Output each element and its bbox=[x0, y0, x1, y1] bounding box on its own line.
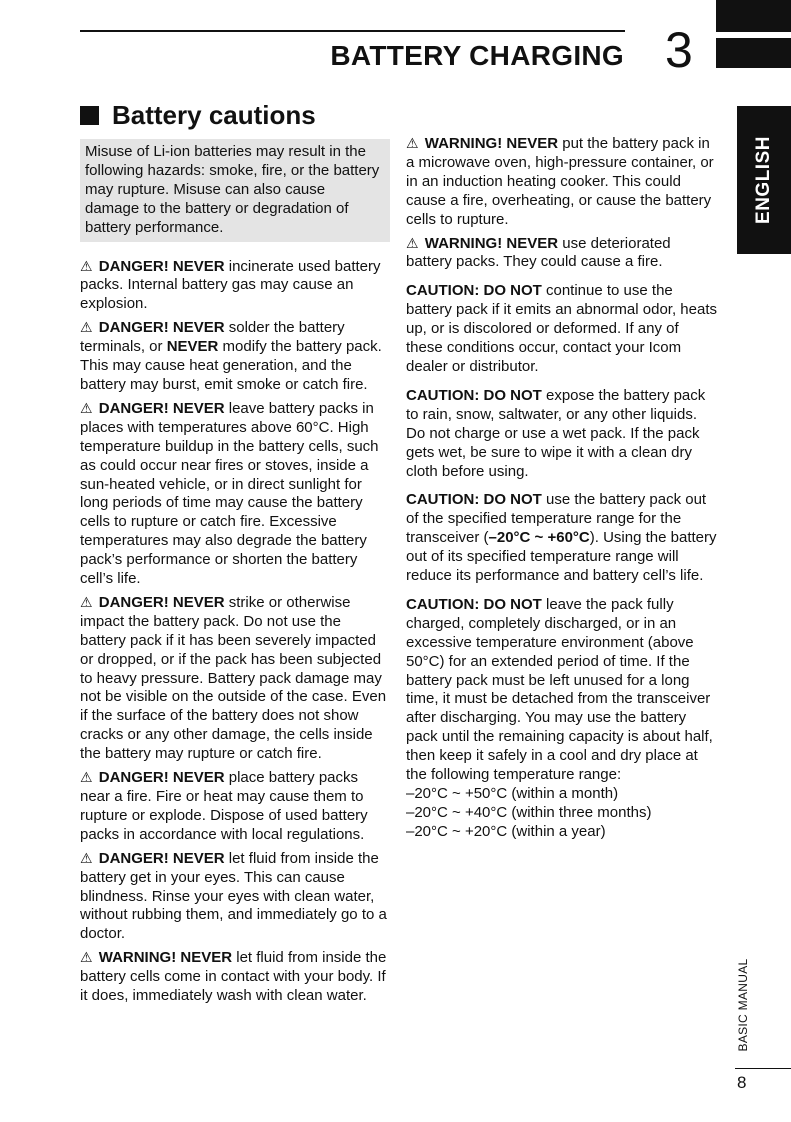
section-heading bbox=[80, 100, 316, 131]
caution-text: leave the pack fully charged, completely discharged, or in an excessive temperature environment (above 50°C) for an extended period of time. If the battery pack must be left unused for a long time, it must be detached from the transceiver after discharging. You may use the battery pack until the remaining capacity is about half, then keep it safely in a cool and dry place at the following temperature range: bbox=[406, 595, 713, 784]
caution-item bbox=[80, 318, 390, 395]
chapter-number: 3 bbox=[665, 22, 693, 78]
caution-label: CAUTION: DO NOT bbox=[406, 282, 542, 300]
caution-item bbox=[406, 491, 718, 586]
caution-item bbox=[406, 387, 718, 482]
warning-triangle-icon: ⚠ bbox=[80, 593, 93, 610]
warning-triangle-icon: ⚠ bbox=[80, 257, 93, 274]
header-rule bbox=[80, 30, 625, 32]
caution-label: DANGER! NEVER bbox=[98, 769, 225, 787]
caution-item bbox=[80, 257, 390, 315]
warning-item bbox=[406, 234, 718, 273]
warning-triangle-icon: ⚠ bbox=[80, 399, 93, 416]
warning-text: put the battery pack in a microwave oven, high-pressure container, or in an induction heating cooker. This could cause a fire, overheating, or cause the battery cells to rupture. bbox=[406, 135, 714, 228]
caution-label: WARNING! NEVER bbox=[98, 949, 233, 967]
caution-label: DANGER! NEVER bbox=[98, 257, 225, 275]
caution-label: CAUTION: DO NOT bbox=[406, 491, 542, 509]
manual-label: BASIC MANUAL bbox=[736, 958, 750, 1052]
caution-text: solder the battery terminals, or bbox=[80, 319, 345, 356]
chapter-tab-bottom bbox=[716, 38, 791, 68]
footer-rule bbox=[735, 1068, 791, 1069]
caution-label: CAUTION: DO NOT bbox=[406, 595, 542, 613]
caution-text-continued: ). Using the battery out of its specified temperature range will reduce its performance and battery cell’s life. bbox=[406, 529, 717, 585]
caution-text: incinerate used battery packs. Internal battery gas may cause an explosion. bbox=[80, 257, 381, 313]
warning-triangle-icon: ⚠ bbox=[406, 135, 419, 151]
caution-item bbox=[80, 849, 390, 945]
warning-triangle-icon: ⚠ bbox=[80, 319, 93, 336]
language-label: ENGLISH bbox=[753, 136, 774, 224]
temperature-range-line: –20°C ~ +40°C (within three months) bbox=[406, 803, 652, 821]
caution-item bbox=[406, 596, 718, 785]
warning-label: WARNING! NEVER bbox=[424, 135, 559, 152]
warning-triangle-icon: ⚠ bbox=[80, 769, 93, 786]
caution-text: strike or otherwise impact the battery pack. Do not use the battery pack if it has been severely impacted or dropped, or if the pack has been subjected to heavy pressure. Battery pack damage may not be visible on the outside of the case. Even if the surface of the battery does not show cracks or any other damage, the cells inside the battery may rupture or catch fire. bbox=[80, 593, 387, 763]
right-column bbox=[406, 134, 718, 842]
caution-label-secondary: NEVER bbox=[166, 338, 219, 356]
caution-item bbox=[80, 948, 390, 1006]
chapter-tab-top bbox=[716, 0, 791, 32]
warning-triangle-icon: ⚠ bbox=[406, 234, 419, 251]
warning-triangle-icon: ⚠ bbox=[80, 949, 93, 966]
caution-text: continue to use the battery pack if it emits an abnormal odor, heats up, or is discolored or deformed. If any of these conditions occur, contact your Icom dealer or distributor. bbox=[406, 282, 717, 375]
caution-item bbox=[80, 768, 390, 845]
caution-item bbox=[80, 399, 390, 589]
caution-label: DANGER! NEVER bbox=[98, 399, 225, 417]
caution-item bbox=[406, 282, 718, 377]
caution-label: DANGER! NEVER bbox=[98, 319, 225, 337]
caution-text: place battery packs near a fire. Fire or heat may cause them to rupture or explode. Dispose of used battery packs in accordance with local regulations. bbox=[80, 769, 368, 843]
warning-text: use deteriorated battery packs. They could cause a fire. bbox=[406, 234, 671, 271]
manual-label-container bbox=[730, 955, 756, 1055]
temperature-range-line: –20°C ~ +20°C (within a year) bbox=[406, 822, 606, 840]
page-number: 8 bbox=[737, 1073, 747, 1092]
temperature-range-line: –20°C ~ +50°C (within a month) bbox=[406, 785, 619, 802]
caution-text: expose the battery pack to rain, snow, saltwater, or any other liquids. Do not charge or use a wet pack. If the pack gets wet, be sure to wipe it with a clean dry cloth before using. bbox=[406, 386, 706, 480]
caution-text: let fluid from inside the battery get in your eyes. This can cause blindness. Rinse your eyes with clean water, without rubbing them, and immediately go to a doctor. bbox=[80, 849, 387, 943]
left-column bbox=[80, 139, 390, 1010]
caution-label: CAUTION: DO NOT bbox=[406, 386, 542, 404]
caution-label: DANGER! NEVER bbox=[98, 593, 225, 611]
warning-label: WARNING! NEVER bbox=[424, 234, 559, 252]
square-bullet-icon bbox=[80, 106, 99, 125]
caution-text: let fluid from inside the battery cells come in contact with your body. If it does, immediately wash with clean water. bbox=[80, 949, 387, 1005]
intro-box: Misuse of Li-ion batteries may result in the following hazards: smoke, fire, or the battery may rupture. Misuse can also cause damage to the battery or degradation of battery performance. bbox=[80, 139, 390, 242]
caution-text-continued: modify the battery pack. This may cause heat generation, and the battery may burst, emit smoke or catch fire. bbox=[80, 338, 382, 393]
warning-triangle-icon: ⚠ bbox=[80, 849, 93, 866]
caution-label: DANGER! NEVER bbox=[98, 849, 225, 867]
section-title: Battery cautions bbox=[112, 100, 316, 130]
warning-item bbox=[406, 134, 718, 230]
language-tab bbox=[737, 106, 791, 254]
caution-text: leave battery packs in places with temperatures above 60°C. High temperature buildup in the battery cells, such as could occur near fires or stoves, inside a sun-heated vehicle, or in direct sunlight for long periods of time may cause the battery cells to rupture or catch fire. Excessive temperatures may also degrade the battery pack’s performance or shorten the battery cell’s life. bbox=[80, 399, 379, 588]
caution-text: use the battery pack out of the specified temperature range for the transceiver ( bbox=[406, 491, 707, 547]
chapter-title: BATTERY CHARGING bbox=[330, 40, 624, 71]
caution-item bbox=[80, 593, 390, 764]
temperature-range-value: –20°C ~ +60°C bbox=[488, 529, 590, 547]
